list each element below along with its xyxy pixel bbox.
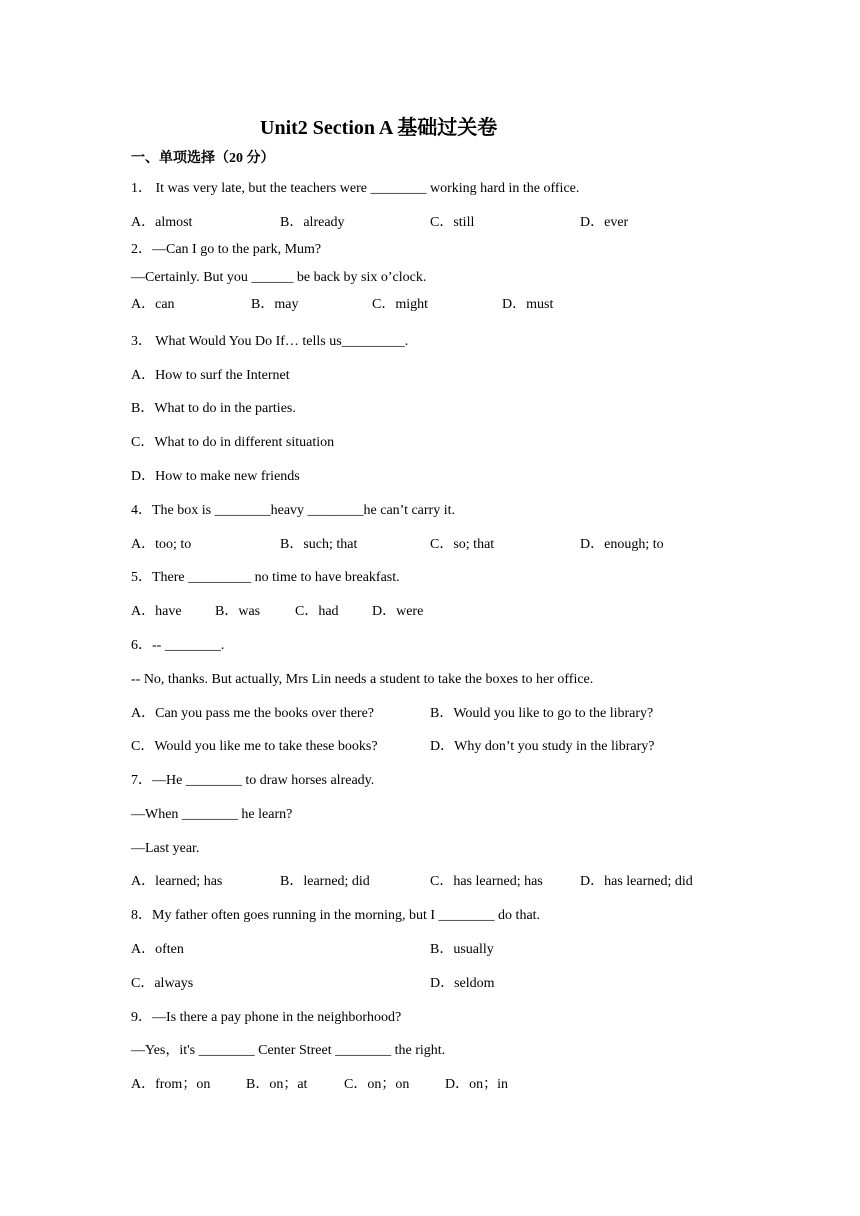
question-8-option-a: A．often (131, 942, 184, 957)
question-7-option-a: A．learned; has (131, 874, 223, 889)
question-5-option-d: D．were (372, 604, 424, 619)
question-3-option-a: A．How to surf the Internet (131, 368, 290, 383)
question-7-stem: 7．—He ________ to draw horses already. (131, 773, 375, 788)
question-8-option-d: D．seldom (430, 976, 495, 991)
question-7-line-3: —Last year. (131, 841, 200, 856)
question-4-option-b: B．such; that (280, 537, 358, 552)
question-1-option-c: C．still (430, 215, 475, 230)
question-2-line-2: —Certainly. But you ______ be back by six o’clock. (131, 270, 427, 285)
section-heading: 一、单项选择（20 分） (131, 151, 275, 166)
question-6-stem: 6．-- ________. (131, 638, 225, 653)
question-8-stem: 8．My father often goes running in the morning, but I ________ do that. (131, 908, 541, 923)
question-5-option-b: B．was (215, 604, 261, 619)
question-6-option-b: B．Would you like to go to the library? (430, 706, 654, 721)
question-4-option-d: D．enough; to (580, 537, 664, 552)
question-4-option-c: C．so; that (430, 537, 495, 552)
question-9-option-a: A．from；on (131, 1077, 211, 1092)
question-6-line-2: -- No, thanks. But actually, Mrs Lin needs a student to take the boxes to her office. (131, 672, 594, 687)
question-3-stem: 3． What Would You Do If… tells us_________. (131, 334, 409, 349)
question-1-stem: 1． It was very late, but the teachers were ________ working hard in the office. (131, 181, 580, 196)
question-5-option-a: A．have (131, 604, 182, 619)
question-4-option-a: A．too; to (131, 537, 192, 552)
question-2-option-c: C．might (372, 297, 429, 312)
question-2-stem: 2．—Can I go to the park, Mum? (131, 242, 322, 257)
question-7-option-d: D．has learned; did (580, 874, 693, 889)
question-6-option-d: D．Why don’t you study in the library? (430, 739, 655, 754)
question-1-option-b: B．already (280, 215, 345, 230)
question-8-option-c: C．always (131, 976, 194, 991)
question-5-option-c: C．had (295, 604, 339, 619)
question-7-option-b: B．learned; did (280, 874, 370, 889)
question-6-option-c: C．Would you like me to take these books? (131, 739, 378, 754)
question-5-stem: 5．There _________ no time to have breakfast. (131, 570, 400, 585)
question-2-option-a: A．can (131, 297, 175, 312)
question-6-option-a: A．Can you pass me the books over there? (131, 706, 374, 721)
question-1-option-a: A．almost (131, 215, 193, 230)
question-1-option-d: D．ever (580, 215, 629, 230)
question-9-option-d: D．on；in (445, 1077, 508, 1092)
question-9-option-c: C．on；on (344, 1077, 410, 1092)
question-9-line-2: —Yes，it's ________ Center Street ________ the right. (131, 1043, 446, 1058)
question-3-option-c: C．What to do in different situation (131, 435, 335, 450)
page-title: Unit2 Section A 基础过关卷 (260, 117, 498, 139)
question-3-option-d: D．How to make new friends (131, 469, 300, 484)
question-3-option-b: B．What to do in the parties. (131, 401, 296, 416)
question-2-option-b: B．may (251, 297, 299, 312)
question-7-line-2: —When ________ he learn? (131, 807, 293, 822)
question-8-option-b: B．usually (430, 942, 494, 957)
question-9-stem: 9．—Is there a pay phone in the neighborhood? (131, 1010, 402, 1025)
question-2-option-d: D．must (502, 297, 554, 312)
question-4-stem: 4．The box is ________heavy ________he can’t carry it. (131, 503, 456, 518)
question-9-option-b: B．on；at (246, 1077, 308, 1092)
question-7-option-c: C．has learned; has (430, 874, 543, 889)
